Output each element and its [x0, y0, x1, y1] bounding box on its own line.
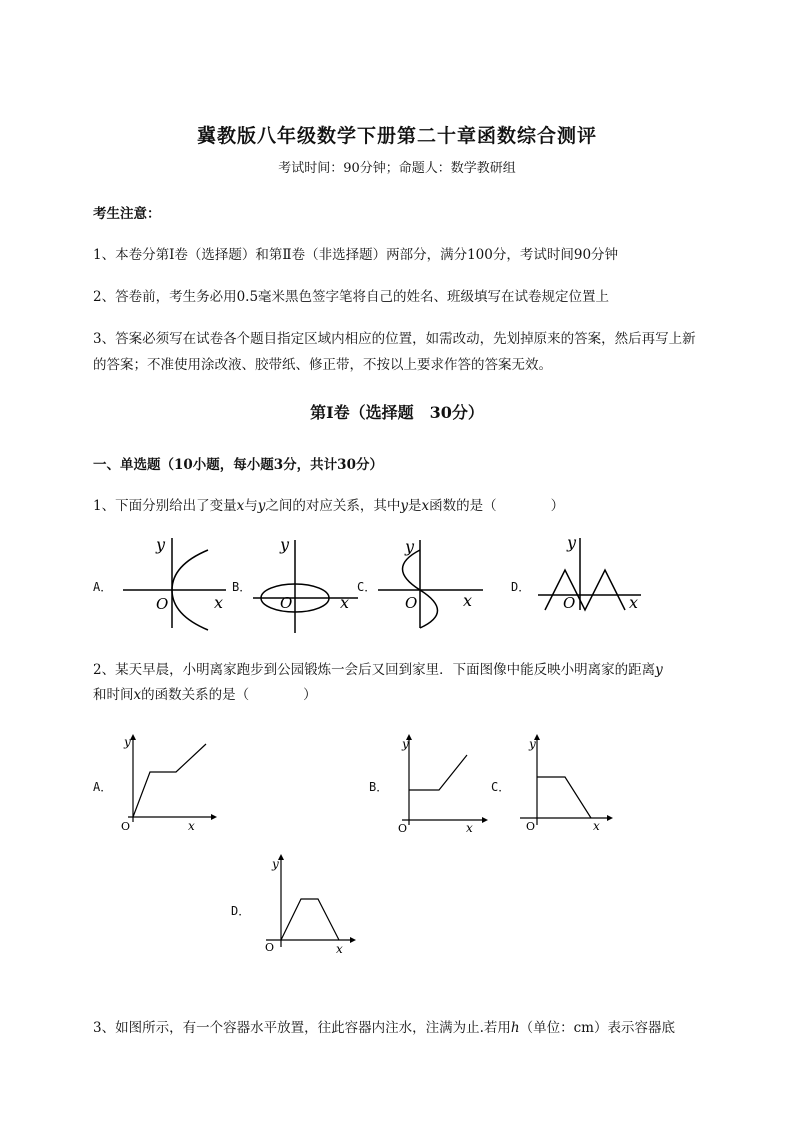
- x-label: x: [340, 593, 350, 612]
- q3-var-h: h: [510, 1020, 520, 1036]
- q1-graph-b: [250, 530, 360, 635]
- x-arrow: [482, 817, 488, 823]
- question-2-stem-line1: [93, 658, 663, 678]
- y-arrow: [130, 734, 136, 740]
- notice-heading: 考生注意：: [93, 206, 161, 222]
- x-arrow: [607, 815, 613, 821]
- notice-item-3-cont: 的答案；不准使用涂改液、胶带纸、修正带，不按以上要求作答的答案无效。: [93, 357, 552, 373]
- q2-graph-a: [118, 730, 218, 833]
- q1-graph-a: [118, 530, 228, 630]
- x-label: x: [463, 591, 473, 610]
- y-label: y: [156, 535, 166, 554]
- q2-option-c-label: C．: [491, 780, 511, 794]
- origin-label: O: [121, 820, 131, 833]
- notice-item-3: 3、答案必须写在试卷各个题目指定区域内相应的位置，如需改动，先划掉原来的答案，然后再写上新: [93, 331, 696, 347]
- q1-var-x2: x: [421, 498, 430, 514]
- q2-graph-d: [256, 852, 366, 962]
- q2-text-post: 的函数关系的是（ ）: [141, 687, 317, 703]
- q1-text-mid3: 是: [408, 498, 422, 514]
- y-label: y: [405, 537, 415, 556]
- section-title: 第Ⅰ卷（选择题 30分）: [310, 403, 484, 422]
- notice-item-2: 2、答卷前，考生务必用0.5毫米黑色签字笔将自己的姓名、班级填写在试卷规定位置上: [93, 289, 610, 305]
- graph-line: [409, 755, 467, 790]
- q2-graph-b: [392, 730, 492, 835]
- q3-text-post: （单位：cm）表示容器底: [519, 1020, 675, 1036]
- q1-text-mid1: 与: [244, 498, 258, 514]
- q1-text-pre: 1、下面分别给出了变量: [93, 498, 237, 514]
- x-label: x: [629, 593, 639, 612]
- x-label: x: [336, 942, 343, 956]
- q1-var-y2: y: [400, 498, 408, 514]
- q2-option-d-label: D．: [231, 904, 251, 918]
- origin-label: O: [156, 595, 169, 613]
- q1-option-a-label: A．: [93, 580, 113, 594]
- q1-var-y: y: [257, 498, 266, 514]
- q2-var-x: x: [133, 687, 142, 703]
- graph-line: [537, 777, 591, 818]
- exam-subtitle: 考试时间：90分钟；命题人：数学教研组: [278, 161, 516, 176]
- q1-graph-d: [535, 530, 645, 615]
- notice-item-1: 1、本卷分第Ⅰ卷（选择题）和第Ⅱ卷（非选择题）两部分，满分100分，考试时间90分钟: [93, 247, 619, 263]
- page-title: 冀教版八年级数学下册第二十章函数综合测评: [196, 125, 597, 147]
- question-3-stem: [93, 1016, 675, 1036]
- x-label: x: [593, 819, 600, 833]
- y-label: y: [567, 533, 577, 552]
- origin-label: O: [280, 594, 293, 612]
- q1-option-d-label: D．: [511, 580, 531, 594]
- q1-option-b-label: B．: [232, 580, 252, 594]
- q1-text-post: 函数的是（ ）: [429, 498, 565, 514]
- q1-var-x: x: [236, 498, 245, 514]
- origin-label: O: [398, 822, 408, 835]
- y-arrow: [278, 854, 284, 860]
- origin-label: O: [265, 941, 275, 954]
- graph-line: [281, 899, 339, 940]
- q2-var-y: y: [655, 662, 663, 678]
- graph-line: [133, 744, 206, 817]
- q2-option-b-label: B．: [369, 780, 389, 794]
- q2-text-pre: 2、某天早晨，小明离家跑步到公园锻炼一会后又回到家里．下面图像中能反映小明离家的距离: [93, 662, 656, 678]
- origin-label: O: [405, 594, 418, 612]
- q1-graph-c: [375, 530, 485, 630]
- q2-text-pre2: 和时间: [93, 687, 134, 703]
- x-label: x: [214, 593, 224, 612]
- origin-label: O: [563, 594, 576, 612]
- q1-option-c-label: C．: [357, 580, 377, 594]
- y-label: y: [529, 737, 536, 751]
- x-label: x: [466, 821, 473, 835]
- question-2-stem-line2: [93, 683, 317, 703]
- x-arrow: [350, 937, 356, 943]
- q2-option-a-label: A．: [93, 780, 113, 794]
- q3-text-pre: 3、如图所示，有一个容器水平放置，往此容器内注水，注满为止.若用: [93, 1020, 511, 1036]
- origin-label: O: [526, 820, 536, 833]
- question-1-stem: [93, 494, 564, 514]
- part-heading: 一、单选题（10小题，每小题3分，共计30分）: [93, 457, 383, 473]
- y-label: y: [280, 535, 290, 554]
- zigzag-line: [545, 570, 625, 610]
- q1-text-mid2: 之间的对应关系，其中: [265, 498, 401, 514]
- y-label: y: [402, 737, 409, 751]
- x-arrow: [211, 814, 217, 820]
- q2-graph-c: [515, 730, 615, 835]
- x-label: x: [188, 819, 195, 833]
- y-label: y: [124, 735, 131, 749]
- y-label: y: [272, 857, 279, 871]
